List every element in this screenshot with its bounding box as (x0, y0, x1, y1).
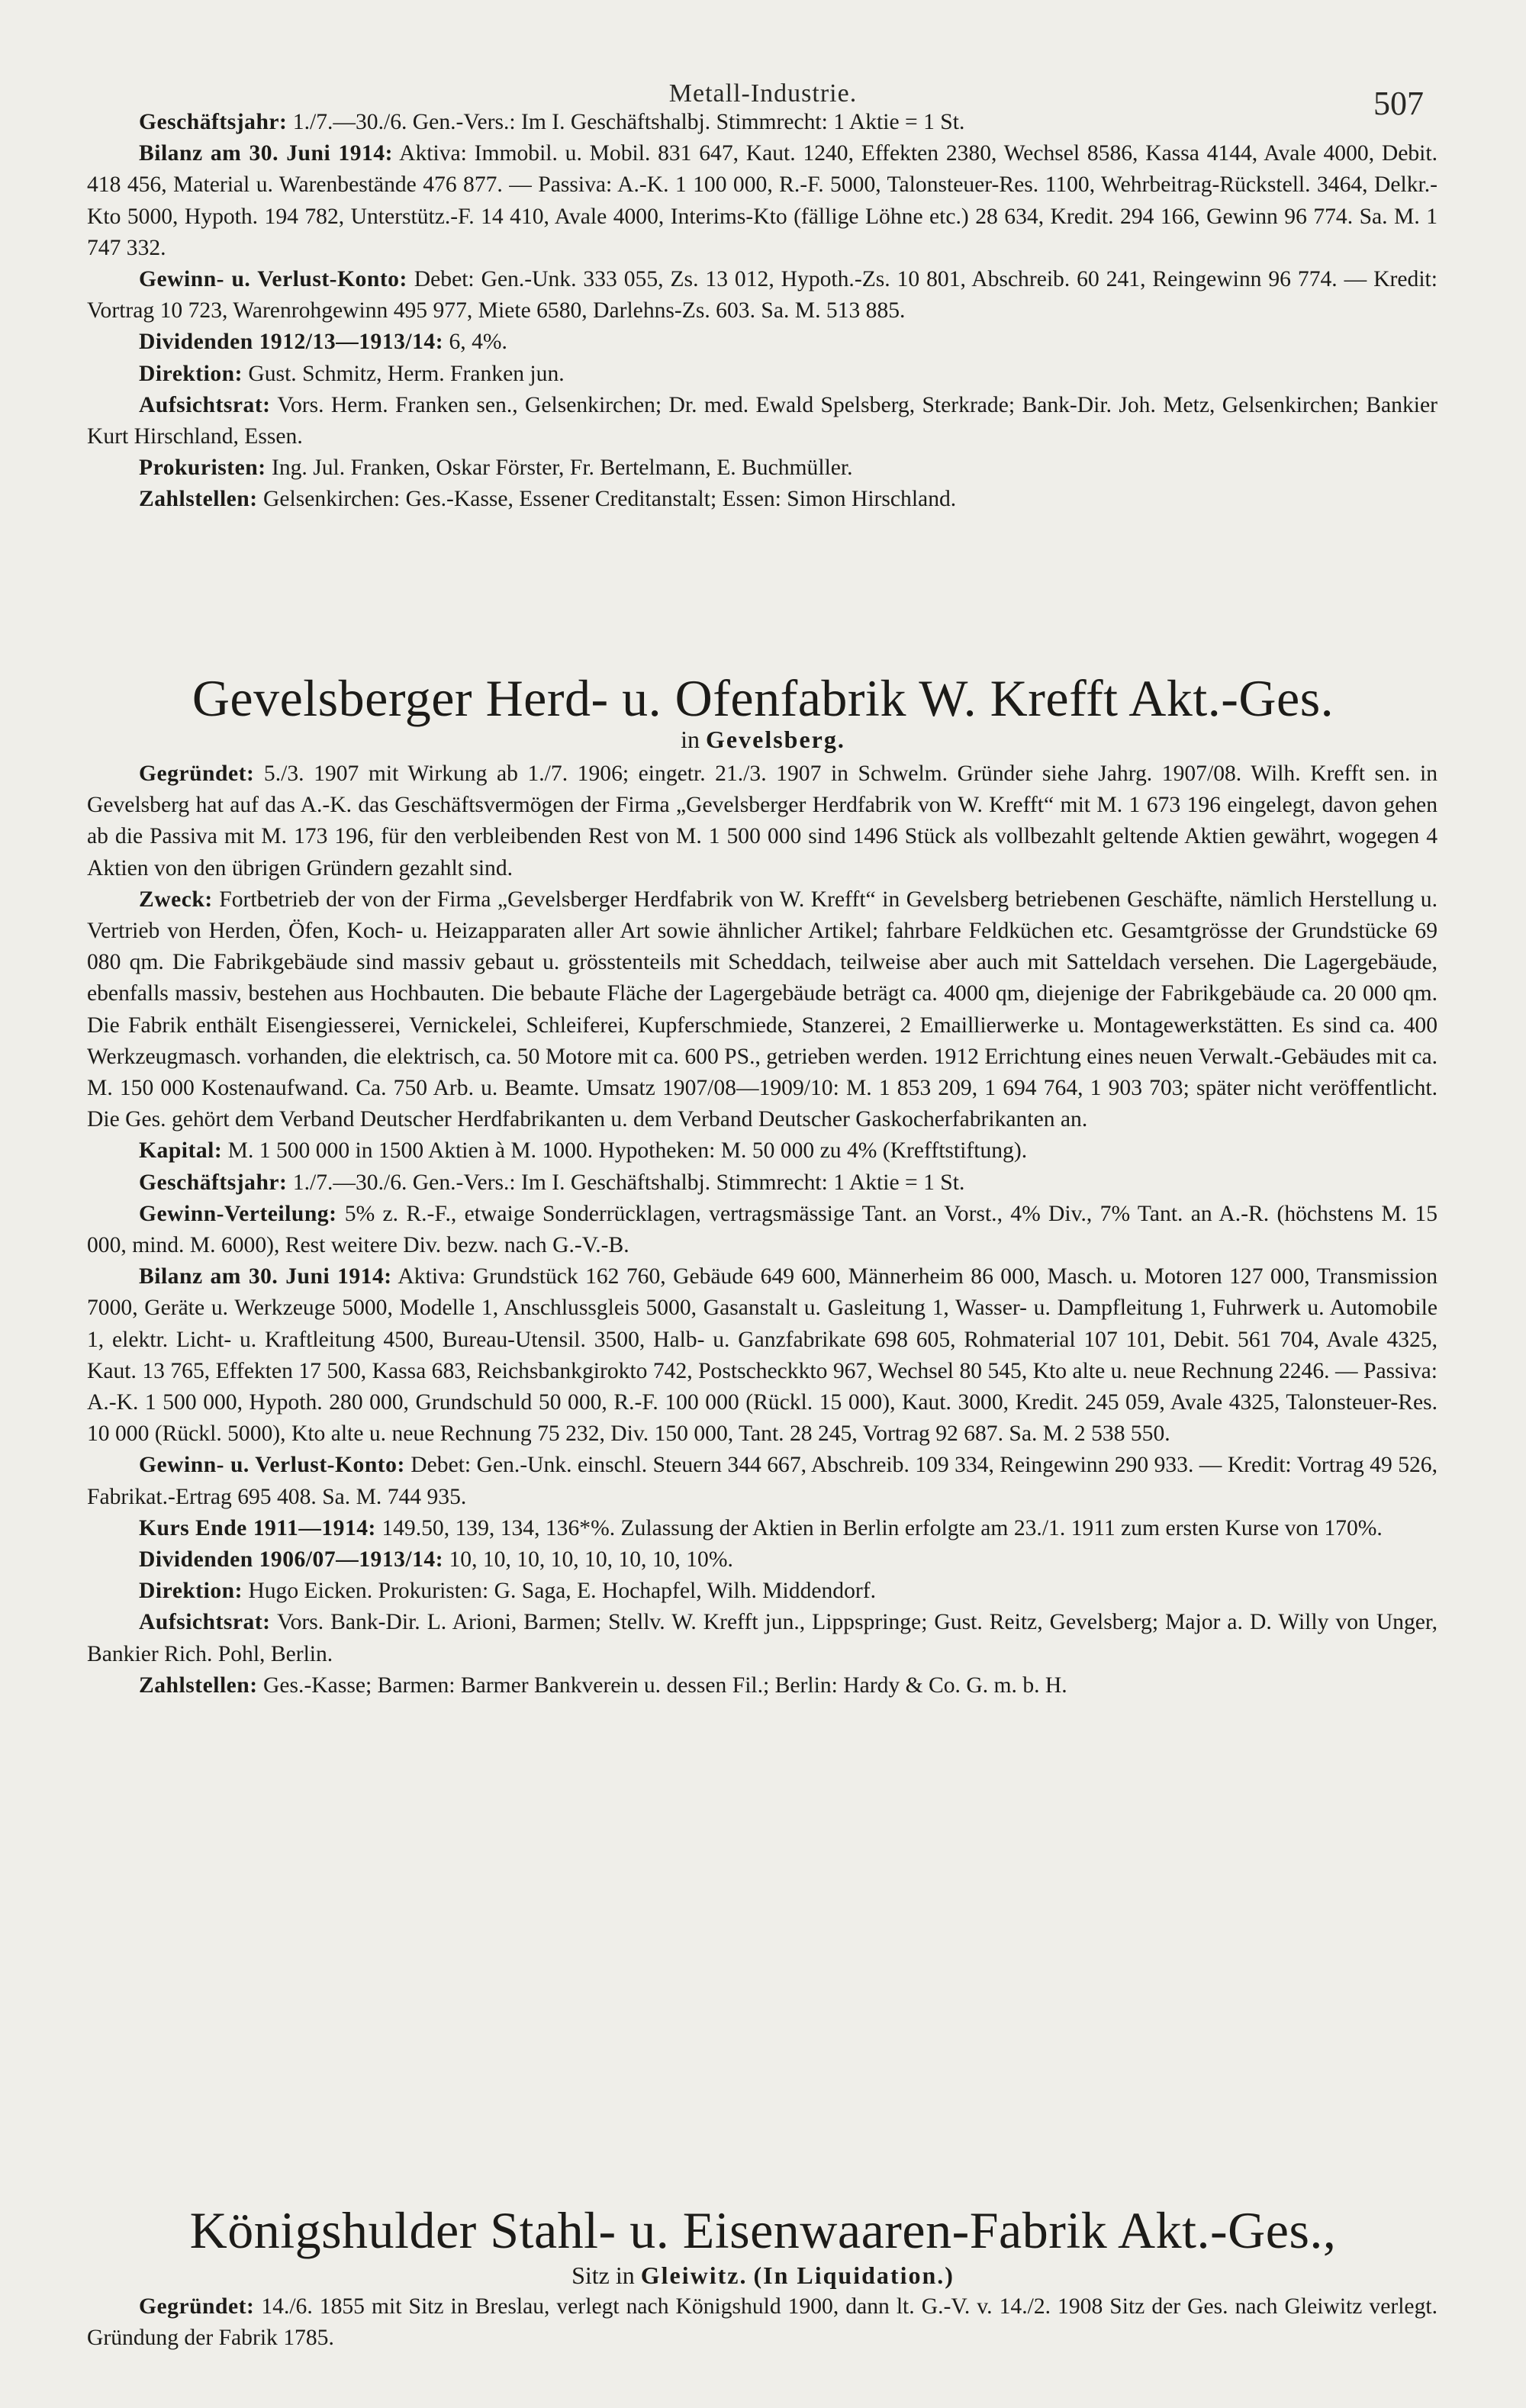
entry-label: Geschäftsjahr: (139, 110, 288, 134)
entry-paragraph (87, 1199, 1437, 1261)
entry-text: 14./6. 1855 mit Sitz in Breslau, verlegt nach Königshuld 1900, dann lt. G.-V. v. 14./2. 1908 Sitz der Ges. nach Gleiwitz verlegt. Gründung der Fabrik 1785. (87, 2294, 1437, 2351)
entry-paragraph (87, 390, 1437, 452)
entry-label: Gewinn- u. Verlust-Konto: (139, 1453, 405, 1478)
section-previous-company (87, 107, 1437, 516)
page-number: 507 (1373, 85, 1424, 122)
section-gevelsberger (87, 758, 1437, 1701)
entry-paragraph (87, 359, 1437, 390)
entry-label: Bilanz am 30. Juni 1914: (139, 141, 393, 166)
entry-paragraph (87, 327, 1437, 358)
entry-paragraph (87, 758, 1437, 884)
entry-text: Debet: Gen.-Unk. 333 055, Zs. 13 012, Hypoth.-Zs. 10 801, Abschreib. 60 241, Reingewinn 96 774. — Kredit: Vortrag 10 723, Warenrohgewinn 495 977, Miete 6580, Darlehns-Zs. 603. Sa. M. 513 885. (87, 267, 1437, 324)
entry-paragraph (87, 1261, 1437, 1450)
entry-label: Geschäftsjahr: (139, 1170, 288, 1195)
entry-label: Gegründet: (139, 2294, 255, 2319)
entry-text: M. 1 500 000 in 1500 Aktien à M. 1000. Hypotheken: M. 50 000 zu 4% (Krefftstiftung). (227, 1138, 1028, 1164)
entry-text: 6, 4%. (449, 330, 507, 355)
entry-label: Bilanz am 30. Juni 1914: (139, 1264, 392, 1289)
entry-paragraph (87, 884, 1437, 1136)
entry-text: Debet: Gen.-Unk. einschl. Steuern 344 667, Abschreib. 109 334, Reingewinn 290 933. — Kredit: Vortrag 49 526, Fabrikat.-Ertrag 695 408. Sa. M. 744 935. (87, 1453, 1437, 1509)
location-prefix: in (681, 726, 700, 753)
entry-label: Zahlstellen: (139, 1672, 258, 1698)
entry-paragraph (87, 264, 1437, 327)
section-koenigshulder (87, 2291, 1437, 2354)
entry-text: 149.50, 139, 134, 136*%. Zulassung der Aktien in Berlin erfolgte am 23./1. 1911 zum ersten Kurse von 170%. (382, 1515, 1383, 1540)
entry-text: Aktiva: Immobil. u. Mobil. 831 647, Kaut. 1240, Effekten 2380, Wechsel 8586, Kassa 4144, Avale 4000, Debit. 418 456, Material u. Warenbestände 476 877. — Passiva: A.-K. 1 100 000, R.-F. 5000, Talonsteuer-Res. 1100, Wehrbeitrag-Rückstell. 3464, Delkr.-Kto 5000, Hypoth. 194 782, Unterstütz.-F. 14 410, Avale 4000, Interims-Kto (fällige Löhne etc.) 28 634, Kredit. 294 166, Gewinn 96 774. Sa. M. 1 747 332. (87, 141, 1437, 260)
entry-label: Gegründet: (139, 761, 255, 786)
entry-label: Prokuristen: (139, 456, 266, 481)
entry-text: Aktiva: Grundstück 162 760, Gebäude 649 600, Männerheim 86 000, Masch. u. Motoren 127 000, Transmission 7000, Geräte u. Werkzeuge 5000, Modelle 1, Anschlussgleis 5000, Gasanstalt u. Gasleitung 1, Wasser- u. Dampfleitung 1, Fuhrwerk u. Automobile 1, elektr. Licht- u. Kraftleitung 4500, Bureau-Utensil. 3500, Halb- u. Ganzfabrikate 698 605, Rohmaterial 107 101, Debit. 561 704, Avale 4325, Kaut. 13 765, Effekten 17 500, Kassa 683, Reichsbankgirokto 742, Postscheckkto 967, Wechsel 80 545, Kto alte u. neue Rechnung 2246. — Passiva: A.-K. 1 500 000, Hypoth. 280 000, Grundschuld 50 000, R.-F. 100 000 (Rückl. 15 000), Kaut. 3000, Kredit. 245 059, Avale 4325, Talonsteuer-Res. 10 000 (Rückl. 5000), Kto alte u. neue Rechnung 75 232, Div. 150 000, Tant. 28 245, Vortrag 92 687. Sa. M. 2 538 550. (87, 1264, 1438, 1447)
entry-label: Direktion: (139, 361, 243, 386)
entry-text: Gust. Schmitz, Herm. Franken jun. (248, 361, 565, 386)
entry-paragraph (87, 452, 1437, 484)
entry-paragraph (87, 138, 1437, 264)
entry-label: Dividenden 1906/07—1913/14: (139, 1547, 444, 1573)
location-prefix: Sitz in (571, 2262, 635, 2289)
entry-label: Kapital: (139, 1138, 223, 1164)
liquidation-note: (In Liquidation.) (753, 2262, 955, 2289)
location-place: Gevelsberg. (706, 726, 845, 753)
entry-paragraph (87, 1670, 1437, 1701)
entry-text: Vors. Bank-Dir. L. Arioni, Barmen; Stellv. W. Krefft jun., Lippspringe; Gust. Reitz, Gevelsberg; Major a. D. Willy von Unger, Bankier Rich. Pohl, Berlin. (87, 1610, 1437, 1666)
entry-label: Aufsichtsrat: (139, 392, 271, 417)
company-title: Königshulder Stahl- u. Eisenwaaren-Fabrik Akt.-Ges., (189, 2201, 1337, 2259)
entry-paragraph (87, 1607, 1437, 1669)
entry-text: 1./7.—30./6. Gen.-Vers.: Im I. Geschäftshalbj. Stimmrecht: 1 Aktie = 1 St. (292, 110, 965, 134)
entry-label: Aufsichtsrat: (139, 1610, 271, 1635)
company-title: Gevelsberger Herd- u. Ofenfabrik W. Krefft Akt.-Ges. (192, 669, 1334, 727)
entry-text: Ges.-Kasse; Barmen: Barmer Bankverein u. dessen Fil.; Berlin: Hardy & Co. G. m. b. H. (263, 1672, 1067, 1698)
entry-paragraph (87, 2291, 1437, 2354)
company-location (0, 726, 1526, 754)
entry-text: 1./7.—30./6. Gen.-Vers.: Im I. Geschäftshalbj. Stimmrecht: 1 Aktie = 1 St. (292, 1170, 965, 1195)
entry-paragraph (87, 1513, 1437, 1544)
entry-text: Hugo Eicken. Prokuristen: G. Saga, E. Hochapfel, Wilh. Middendorf. (248, 1579, 877, 1604)
entry-paragraph (87, 107, 1437, 138)
entry-paragraph (87, 1135, 1437, 1167)
entry-text: 5./3. 1907 mit Wirkung ab 1./7. 1906; eingetr. 21./3. 1907 in Schwelm. Gründer siehe Jahrg. 1907/08. Wilh. Krefft sen. in Gevelsberg hat auf das A.-K. das Geschäftsvermögen der Firma „Gevelsberger Herdfabrik von W. Krefft“ mit M. 1 673 196 eingelegt, davon gehen ab die Passiva mit M. 173 196, für den verbleibenden Rest von M. 1 500 000 sind 1496 Stück als vollbezahlt geltende Aktien gewährt, wogegen 4 Aktien von den übrigen Gründern gezahlt sind. (87, 761, 1437, 880)
entry-paragraph (87, 1450, 1437, 1512)
entry-label: Kurs Ende 1911—1914: (139, 1515, 376, 1540)
entry-paragraph (87, 1544, 1437, 1576)
entry-label: Gewinn-Verteilung: (139, 1201, 337, 1226)
entry-text: Fortbetrieb der von der Firma „Gevelsberger Herdfabrik von W. Krefft“ in Gevelsberg betriebenen Geschäfte, nämlich Herstellung u. Vertrieb von Herden, Öfen, Koch- u. Heizapparaten aller Art sowie ähnlicher Artikel; fahrbare Feldküchen etc. Gesamtgrösse der Grundstücke 69 080 qm. Die Fabrikgebäude sind massiv gebaut u. grösstenteils mit Scheddach, teilweise aber auch mit Satteldach versehen. Die Lagergebäude, ebenfalls massiv, bestehen aus Hochbauten. Die bebaute Fläche der Lagergebäude beträgt ca. 4000 qm, diejenige der Fabrikgebäude ca. 20 000 qm. Die Fabrik enthält Eisengiesserei, Vernickelei, Schleiferei, Kupferschmiede, Stanzerei, 2 Emaillierwerke u. Montagewerkstätten. Es sind ca. 400 Werkzeugmasch. vorhanden, die elektrisch, ca. 50 Motore mit ca. 600 PS., getrieben werden. 1912 Errichtung eines neuen Verwalt.-Gebäudes mit ca. M. 150 000 Kostenaufwand. Ca. 750 Arb. u. Beamte. Umsatz 1907/08—1909/10: M. 1 853 209, 1 694 764, 1 903 703; später nicht veröffentlicht. Die Ges. gehört dem Verband Deutscher Herdfabrikanten u. dem Verband Deutscher Gaskocherfabrikanten an. (87, 887, 1437, 1132)
entry-paragraph (87, 484, 1437, 515)
entry-text: Gelsenkirchen: Ges.-Kasse, Essener Creditanstalt; Essen: Simon Hirschland. (263, 487, 957, 512)
entry-label: Dividenden 1912/13—1913/14: (139, 330, 444, 355)
running-head: Metall-Industrie. (668, 79, 858, 108)
entry-paragraph (87, 1167, 1437, 1199)
entry-text: Vors. Herm. Franken sen., Gelsenkirchen; Dr. med. Ewald Spelsberg, Sterkrade; Bank-Dir. Joh. Metz, Gelsenkirchen; Bankier Kurt Hirschland, Essen. (87, 392, 1437, 449)
entry-text: Ing. Jul. Franken, Oskar Förster, Fr. Bertelmann, E. Buchmüller. (271, 456, 853, 481)
entry-label: Gewinn- u. Verlust-Konto: (139, 267, 407, 292)
entry-label: Zahlstellen: (139, 487, 258, 512)
location-place: Gleiwitz. (640, 2262, 748, 2289)
entry-label: Zweck: (139, 887, 213, 912)
company-location (0, 2262, 1526, 2290)
entry-paragraph (87, 1576, 1437, 1607)
entry-label: Direktion: (139, 1579, 243, 1604)
entry-text: 10, 10, 10, 10, 10, 10, 10, 10%. (449, 1547, 733, 1573)
entry-text: 5% z. R.-F., etwaige Sonderrücklagen, vertragsmässige Tant. an Vorst., 4% Div., 7% Tant. an A.-R. (höchstens M. 15 000, mind. M. 6000), Rest weitere Div. bezw. nach G.-V.-B. (87, 1201, 1437, 1258)
